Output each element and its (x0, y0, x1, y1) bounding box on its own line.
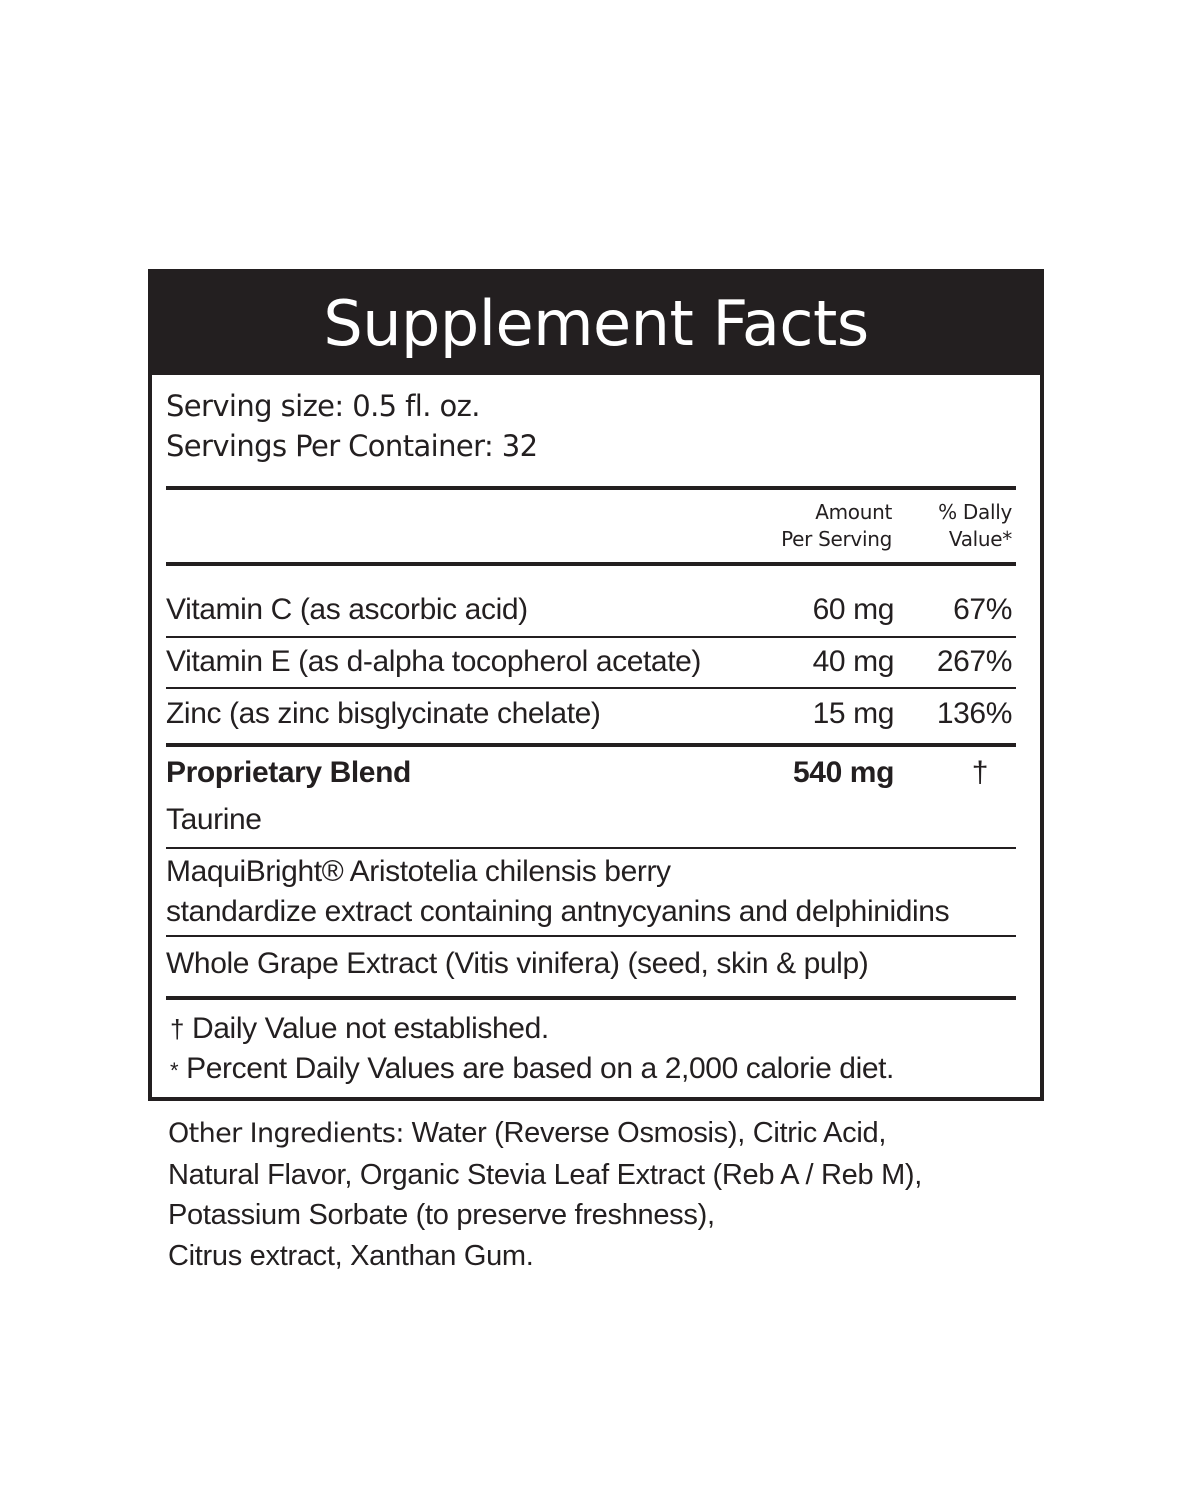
nutrient-name: Vitamin C (as ascorbic acid) (166, 593, 528, 626)
thin-divider (166, 687, 1016, 689)
thin-divider (166, 935, 1016, 937)
blend-name: Proprietary Blend (166, 756, 411, 789)
thin-divider (166, 847, 1016, 849)
other-ingredients-label: Other Ingredients: (168, 1118, 404, 1149)
blend-daily-value: † (971, 756, 988, 789)
panel-title: Supplement Facts (323, 287, 869, 360)
thick-divider (166, 996, 1016, 1000)
dagger-footnote-text: Daily Value not established. (192, 1012, 549, 1045)
amount-header-line1: Amount (815, 500, 892, 524)
other-ingredients (168, 1113, 1168, 1276)
blend-ingredient: MaquiBright® Aristotelia chilensis berry (166, 855, 671, 888)
thick-divider (166, 562, 1016, 566)
nutrient-amount: 15 mg (812, 697, 894, 730)
other-ingredients-line (168, 1113, 1168, 1155)
servings-per-container: Servings Per Container: 32 (166, 429, 538, 463)
nutrient-amount: 40 mg (812, 645, 894, 678)
serving-size: Serving size: 0.5 fl. oz. (166, 389, 480, 423)
other-ingredients-line: Potassium Sorbate (to preserve freshness), (168, 1199, 715, 1231)
thin-divider (166, 636, 1016, 638)
star-footnote-text: Percent Daily Values are based on a 2,000 calorie diet. (186, 1052, 894, 1085)
amount-header-line2: Per Serving (781, 527, 892, 551)
dv-header-line2: Value* (948, 527, 1012, 551)
thick-divider (166, 743, 1016, 747)
blend-ingredient: standardize extract containing antnycyanins and delphinidins (166, 895, 950, 928)
footnote-star (170, 1052, 894, 1086)
other-ingredients-line: Citrus extract, Xanthan Gum. (168, 1239, 534, 1272)
nutrient-daily-value: 136% (936, 697, 1012, 730)
blend-ingredient: Whole Grape Extract (Vitis vinifera) (seed, skin & pulp) (166, 947, 869, 980)
nutrient-name: Zinc (as zinc bisglycinate chelate) (166, 697, 601, 730)
nutrient-daily-value: 67% (953, 593, 1012, 626)
footnote-dagger (170, 1012, 549, 1046)
supplement-facts-panel (148, 269, 1044, 1101)
star-symbol: * (170, 1058, 179, 1083)
nutrient-name: Vitamin E (as d-alpha tocopherol acetate) (166, 645, 702, 678)
title-bar (152, 273, 1040, 375)
nutrient-amount: 60 mg (812, 593, 894, 626)
dv-header-line1: % Dally (938, 500, 1012, 524)
nutrient-daily-value: 267% (936, 645, 1012, 678)
amount-per-serving-header (781, 499, 892, 553)
blend-amount: 540 mg (793, 756, 894, 789)
daily-value-header (938, 499, 1012, 553)
other-ingredients-text: Water (Reverse Osmosis), Citric Acid, (403, 1117, 887, 1149)
blend-ingredient: Taurine (166, 803, 262, 836)
thick-divider (166, 486, 1016, 490)
other-ingredients-line: Natural Flavor, Organic Stevia Leaf Extract (Reb A / Reb M), (168, 1158, 923, 1191)
dagger-symbol: † (170, 1014, 185, 1044)
